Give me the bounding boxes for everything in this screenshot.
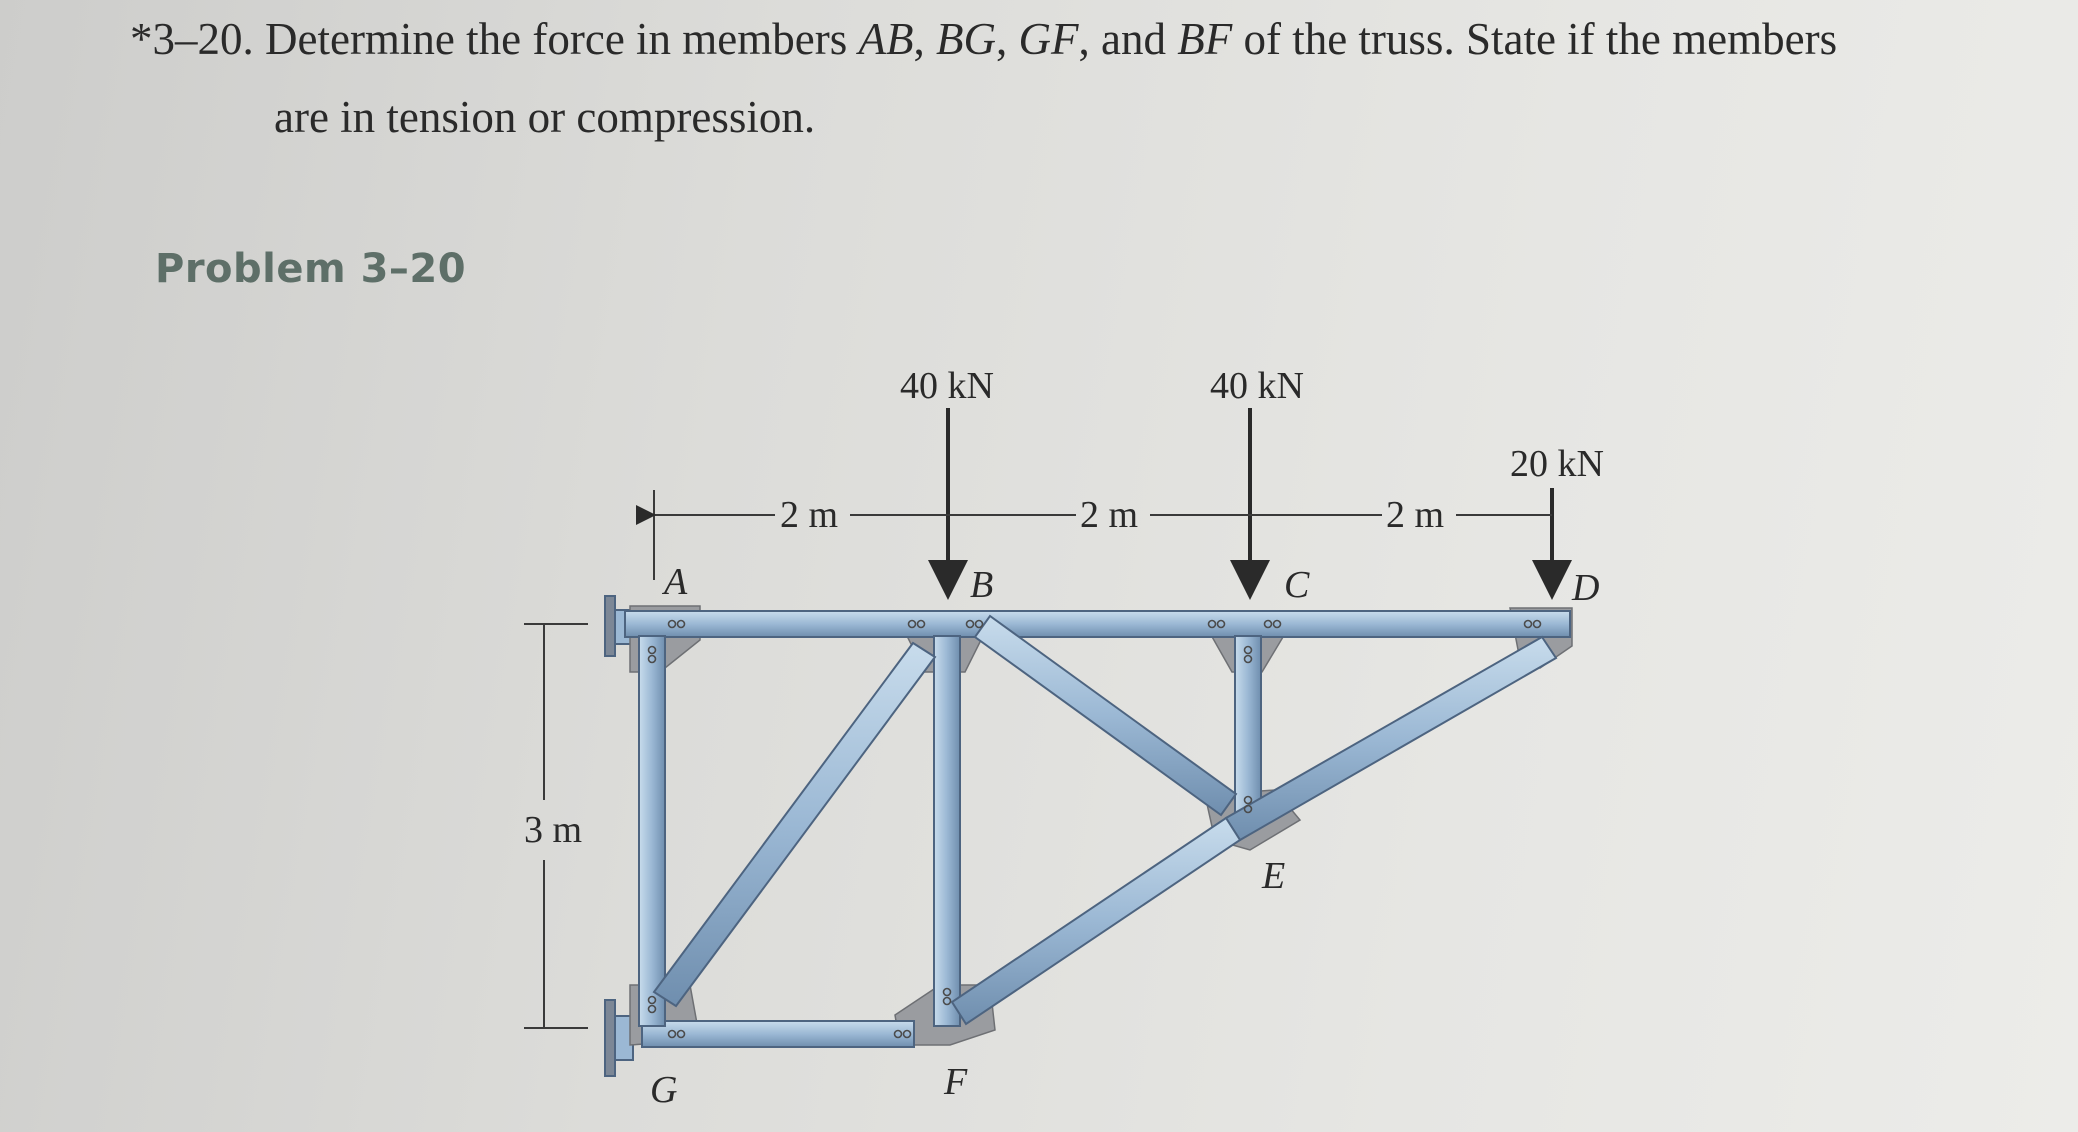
figure-label: Problem 3–20 [155, 246, 467, 292]
member-ag-bar [639, 636, 665, 1026]
problem-line-2: are in tension or compression. [274, 92, 816, 142]
dim-height-label: 3 m [524, 809, 583, 851]
truss-members [625, 611, 1570, 1047]
load-d-label: 20 kN [1510, 443, 1604, 485]
sep: , and [1078, 14, 1178, 64]
member-bf-bar [934, 636, 960, 1026]
joint-d-label: D [1572, 567, 1600, 609]
member-be-bar [975, 616, 1236, 815]
load-arrows [948, 408, 1552, 596]
dim-ab-label: 2 m [780, 494, 839, 536]
top-chord-abcd [625, 611, 1570, 637]
joint-b-label: B [970, 564, 994, 606]
joint-f-label: F [944, 1061, 968, 1103]
problem-number: *3–20. [130, 14, 254, 64]
dim-cd-label: 2 m [1386, 494, 1445, 536]
joint-e-label: E [1262, 855, 1286, 897]
member-gf-bar [642, 1021, 914, 1047]
support-g-icon [605, 1000, 633, 1076]
problem-text-prefix: Determine the force in members [265, 14, 859, 64]
member-de-bar [1226, 637, 1556, 840]
joint-c-label: C [1284, 564, 1310, 606]
joint-g-label: G [650, 1069, 678, 1111]
member-ab: AB [858, 14, 914, 64]
joint-a-label: A [664, 561, 688, 603]
member-bg-bar [654, 643, 935, 1006]
member-bf: BF [1177, 14, 1233, 64]
problem-text-suffix: of the truss. State if the members [1232, 14, 1838, 64]
member-gf: GF [1018, 14, 1079, 64]
member-ef-bar [952, 818, 1240, 1024]
member-bg: BG [936, 14, 996, 64]
load-b-label: 40 kN [900, 365, 994, 407]
sep: , [913, 14, 936, 64]
load-c-label: 40 kN [1210, 365, 1304, 407]
sep: , [996, 14, 1019, 64]
gusset-plates [630, 606, 1572, 1045]
dim-bc-label: 2 m [1080, 494, 1139, 536]
